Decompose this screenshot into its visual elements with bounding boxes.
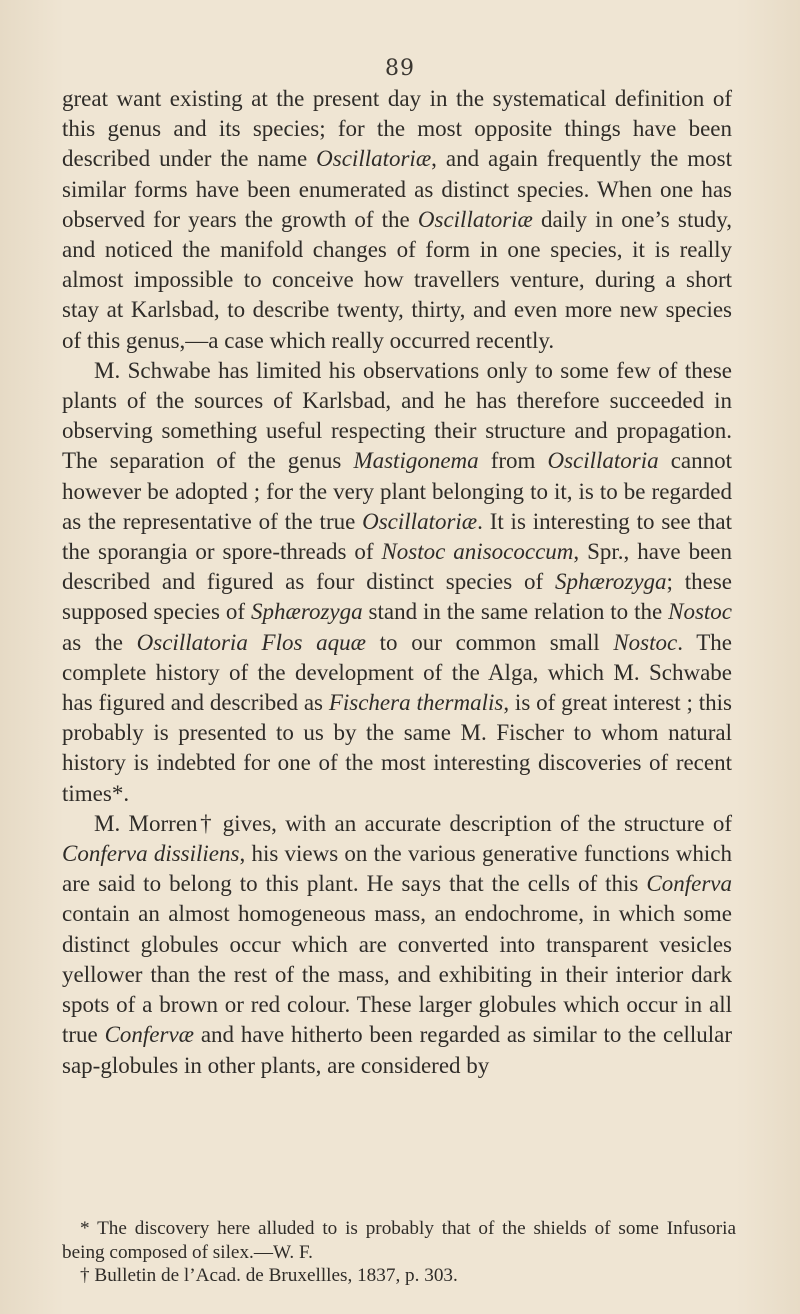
text-run: contain an almost homogeneous mass, an endochrome, in which some distinct globules occur which are converted into transparent vesicles yellower than the rest of the mass, and exhibiting in their interior dark spots of a brown or red colour. These larger globules which occur in all true — [62, 901, 732, 1048]
italic-term: Nostoc — [613, 629, 678, 655]
text-run: as the — [62, 629, 137, 655]
paragraph-3 — [62, 809, 732, 1081]
italic-term: Oscillatoria Flos aquæ — [136, 629, 366, 655]
italic-term: Mastigonema — [353, 448, 479, 474]
italic-term: Conferva — [646, 871, 732, 897]
italic-term: Sphærozyga — [554, 569, 667, 595]
italic-term: Oscillatoriæ — [362, 508, 478, 534]
text-run: M. Morren† gives, with an accurate description of the structure of — [94, 810, 732, 836]
text-run: . The complete history of the development of the Alga, which M. Schwabe has figured and described as — [62, 629, 732, 716]
text-run: , is of great interest ; this probably is presented to us by the same M. Fischer to whom natural history is indebted for one of the most interesting discoveries of recent times*. — [62, 690, 732, 806]
text-run: , Spr., have been described and figured as four distinct species of — [62, 539, 733, 595]
italic-term: Nostoc — [668, 599, 733, 625]
italic-term: Conferva dissiliens — [62, 841, 240, 867]
text-run: M. Schwabe has limited his observations only to some few of these plants of the sources of Karlsbad, and he has therefore succeeded in observing something useful respecting their structure and propagation. The separation of the genus — [62, 357, 732, 474]
italic-term: Sphærozyga — [251, 599, 363, 625]
text-run: cannot however be adopted ; for the very plant belonging to it, is to be regarded as the representative of the true — [62, 448, 732, 534]
text-run: , his views on the various generative functions which are said to belong to this plant. He says that the cells of this — [62, 841, 732, 897]
text-run: . It is interesting to see that the sporangia or spore-threads of — [62, 508, 732, 565]
page-number: 89 — [385, 56, 415, 81]
text-run: stand in the same relation to the — [362, 599, 669, 625]
italic-term: Confervæ — [104, 1022, 195, 1048]
italic-term: Fischera thermalis — [328, 690, 504, 716]
text-run: to our common small — [365, 629, 614, 655]
footnote-dagger: † Bulletin de l’Acad. de Bruxellles, 1837, p. 303. — [80, 1265, 458, 1286]
text-run: daily in one’s study, and noticed the manifold changes of form in one species, it is really almost impossible to conceive how travellers venture, during a short stay at Karlsbad, to describe twenty, thirty, and even more new species of this genus,—a case which really occurred recently. — [62, 206, 732, 353]
body-text — [62, 84, 732, 1081]
italic-term: Nostoc anisococcum — [381, 539, 574, 565]
text-run: from — [478, 448, 548, 474]
text-run: ; these supposed species of — [62, 569, 732, 625]
text-run: great want existing at the present day in the systematical definition of this genus and its species; for the most opposite things have been described under the name — [62, 86, 732, 172]
footnotes — [62, 1217, 736, 1288]
paragraph-2 — [62, 356, 732, 809]
paragraph-1 — [62, 84, 732, 356]
italic-term: Oscillatoriæ — [316, 146, 432, 172]
italic-term: Oscillatoriæ — [417, 206, 533, 232]
footnote-asterisk: * The discovery here alluded to is probably that of the shields of some Infusoria being composed of silex.—W. F. — [62, 1218, 736, 1263]
text-run: , and again frequently the most similar forms have been enumerated as distinct species. When one has observed for years the growth of the — [62, 146, 732, 232]
italic-term: Oscillatoria — [547, 448, 659, 474]
text-run: and have hitherto been regarded as similar to the cellular sap-globules in other plants, are considered by — [62, 1022, 732, 1078]
